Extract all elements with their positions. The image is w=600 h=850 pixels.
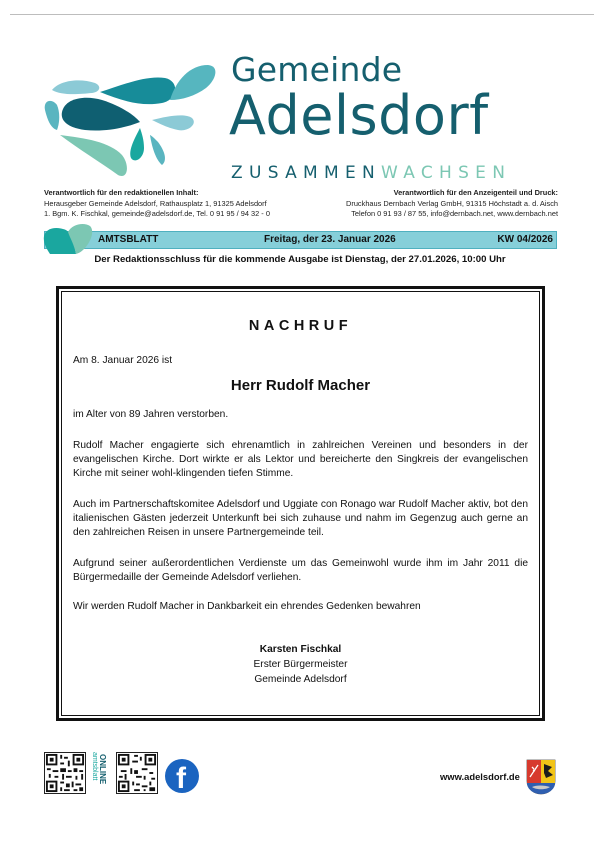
obituary-age: im Alter von 89 Jahren verstorben. [73,409,229,420]
banner-label: AMTSBLATT [98,234,159,245]
facebook-icon[interactable] [165,759,199,793]
logo-drop-center [62,98,140,131]
imprint-print-line1: Druckhaus Dernbach Verlag GmbH, 91315 Höchstadt a. d. Aisch [346,198,558,208]
imprint-print-line2: Telefon 0 91 93 / 87 55, info@dernbach.net, www.dernbach.net [351,209,558,218]
signature-name: Karsten Fischkal [259,644,342,655]
imprint-editorial-heading: Verantwortlich für den redaktionellen Inhalt: [44,188,199,197]
banner-week: KW 04/2026 [497,234,553,245]
imprint-print-heading: Verantwortlich für den Anzeigenteil und Druck: [393,188,558,197]
obituary-frame [56,286,545,721]
banner-date: Freitag, der 23. Januar 2026 [264,234,396,245]
coat-of-arms-icon [526,759,556,795]
imprint-editorial-line2: 1. Bgm. K. Fischkal, gemeinde@adelsdorf.de, Tel. 0 91 95 / 94 32 - 0 [44,209,270,218]
obituary-content [59,289,542,718]
obituary-title: NACHRUF [248,318,353,334]
obituary-paragraph: Aufgrund seiner außerordentlichen Verdienste um das Gemeinwohl wurde ihm im Jahr 2011 die Bürgermedaille der Gemeinde Adelsdorf verliehen. [73,558,528,583]
brand-tagline [231,163,511,183]
imprint-editorial-line1: Herausgeber Gemeinde Adelsdorf, Rathausplatz 1, 91325 Adelsdorf [44,198,267,208]
qr-code-icon[interactable] [44,752,86,794]
brand-line2: Adelsdorf [229,84,489,147]
top-divider [10,14,594,15]
tagline-part1: ZUSAMMEN [231,163,382,183]
logo-drop-small-left-top [52,80,99,94]
obituary-paragraph: Wir werden Rudolf Macher in Dankbarkeit ein ehrendes Gedenken bewahren [73,601,421,612]
logo-drop-far-left [45,101,60,130]
brand-line1: Gemeinde [231,50,403,89]
website-link[interactable]: www.adelsdorf.de [440,771,520,782]
logo-drop-mid-teal [130,128,144,160]
facebook-glyph: f [176,762,186,795]
deadline-notice: Der Redaktionsschluss für die kommende Ausgabe ist Dienstag, der 27.01.2026, 10:00 Uhr [94,254,506,265]
logo-drop-thin [150,135,165,165]
tagline-part2: WACHSEN [381,163,512,183]
qr-code-icon[interactable] [116,752,158,794]
amtsblatt-online-logo [88,750,106,796]
obituary-paragraph: Auch im Partnerschaftskomitee Adelsdorf und Uggiate con Ronago war Rudolf Macher aktiv, bot den italienischen Gästen jederzeit Unterkunft bei sich zuhause und nahm im Gegenzug auch gerne an den zahlreichen Reisen in unsere Partnergemeinde teil. [73,499,528,538]
svg-text:amtsblatt: amtsblatt [91,752,98,781]
obituary-name: Herr Rudolf Macher [230,377,371,394]
signature-role: Erster Bürgermeister [253,659,348,670]
logo-drop-right-mid [152,115,194,130]
logo-drops-icon [40,50,230,180]
logo-drop-bottom-left [60,135,127,176]
obituary-paragraph: Rudolf Macher engagierte sich ehrenamtlich in zahlreichen Vereinen und besonders in der evangelischen Kirche. Dort wirkte er als Lektor und bereicherte den Singkreis der evangelischen Kirche mit seiner wohl-klingenden tiefen Stimme. [73,440,528,479]
imprint-print [346,188,558,220]
svg-text:ONLINE: ONLINE [98,754,107,785]
signature-org: Gemeinde Adelsdorf [254,674,347,685]
obituary-intro: Am 8. Januar 2026 ist [73,355,173,366]
banner-heart-icon [42,222,97,254]
logo-drop-top-right [170,65,215,100]
logo-drop-top-mid [100,77,175,104]
imprint-editorial [44,188,270,220]
